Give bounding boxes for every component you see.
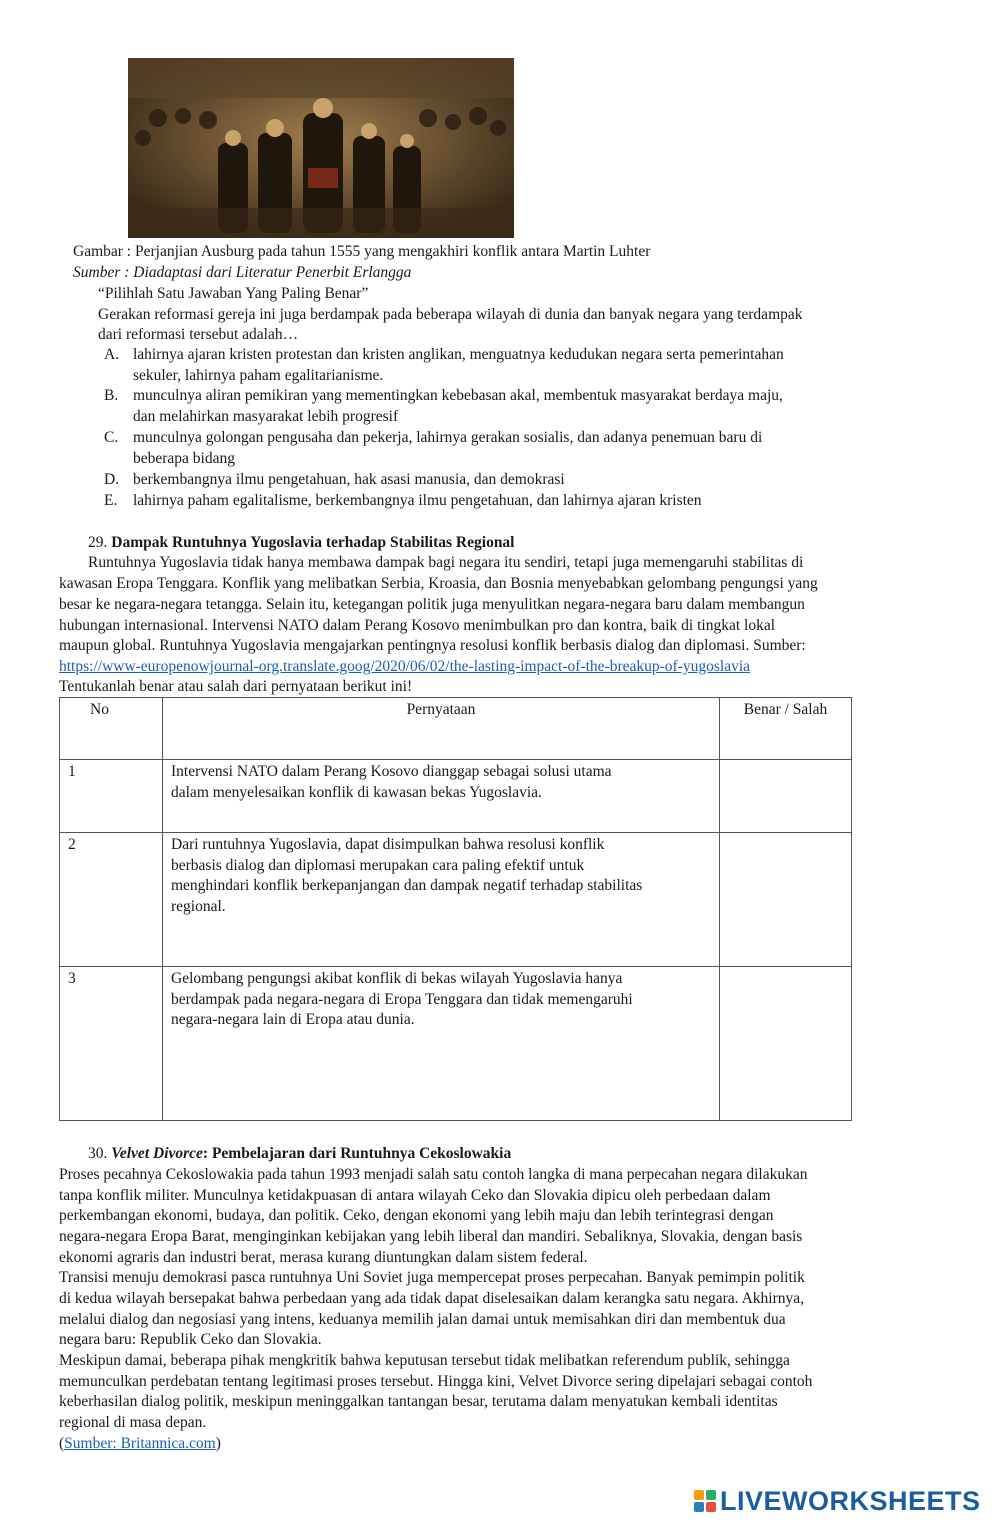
q30-line: memunculkan perdebatan tentang legitimasi proses tersebut. Hingga kini, Velvet Divorce sering dipelajari sebagai contoh <box>59 1373 813 1390</box>
statement-line: Intervensi NATO dalam Perang Kosovo dianggap sebagai solusi utama <box>171 763 612 780</box>
row-statement <box>163 967 720 1121</box>
q29-number: 29. <box>88 534 108 551</box>
option-letter: C. <box>104 429 119 446</box>
liveworksheets-logo <box>694 1485 981 1517</box>
q30-line: Meskipun damai, beberapa pihak mengkritik bahwa keputusan tersebut tidak melibatkan referendum publik, sehingga <box>59 1352 790 1369</box>
q30-line: di kedua wilayah bersepakat bahwa perbedaan yang ada tidak dapat diselesaikan dalam kerangka satu negara. Akhirnya, <box>59 1290 804 1307</box>
option-letter: B. <box>104 387 119 404</box>
row-statement <box>163 760 720 833</box>
option-text-line: munculnya golongan pengusaha dan pekerja, lahirnya gerakan sosialis, dan adanya penemuan baru di <box>133 429 763 446</box>
statement-line: Dari runtuhnya Yugoslavia, dapat disimpulkan bahwa resolusi konflik <box>171 836 605 853</box>
header-no: No <box>60 698 163 760</box>
q29-heading <box>88 533 515 554</box>
option-letter: A. <box>104 346 120 363</box>
row-number: 1 <box>60 760 163 833</box>
table-row <box>60 967 852 1121</box>
q30-source-link[interactable]: Sumber: Britannica.com <box>64 1435 216 1452</box>
q28-option-e[interactable] <box>0 491 1000 513</box>
source-paren-open: ( <box>59 1435 65 1452</box>
answer-cell[interactable] <box>720 967 852 1121</box>
table-header-row <box>60 698 852 760</box>
row-statement <box>163 833 720 967</box>
q30-line: negara-negara Eropa Barat, menginginkan kebijakan yang lebih liberal dan mandiri. Sebaliknya, Slovakia, dengan basis <box>59 1228 803 1245</box>
option-letter: E. <box>104 492 118 509</box>
q29-paragraph-line: maupun global. Runtuhnya Yugoslavia mengajarkan pentingnya resolusi konflik berbasis dialog dan diplomasi. Sumber: <box>59 637 806 654</box>
statement-line: dalam menyelesaikan konflik di kawasan bekas Yugoslavia. <box>171 783 542 801</box>
table-row <box>60 760 852 833</box>
q29-source-link[interactable]: https://www-europenowjournal-org.translate.goog/2020/06/02/the-lasting-impact-of-the-breakup-of-yugoslavia <box>59 658 751 675</box>
header-statement: Pernyataan <box>163 698 720 760</box>
logo-square <box>694 1490 704 1500</box>
q30-line: Transisi menuju demokrasi pasca runtuhnya Uni Soviet juga mempercepat proses perpecahan. Banyak pemimpin politik <box>59 1269 805 1286</box>
q28-option-d[interactable] <box>0 470 1000 492</box>
q29-paragraph-line: besar ke negara-negara tetangga. Selain itu, ketegangan politik juga menyulitkan negara-negara baru dalam membangun <box>59 596 805 613</box>
statement-line: regional. <box>171 897 226 915</box>
q30-line: negara baru: Republik Ceko dan Slovakia. <box>59 1331 322 1348</box>
row-number: 3 <box>60 967 163 1121</box>
answer-cell[interactable] <box>720 760 852 833</box>
q30-heading <box>88 1144 511 1165</box>
figure-source: Sumber : Diadaptasi dari Literatur Penerbit Erlangga <box>73 264 412 281</box>
statement-line: menghindari konflik berkepanjangan dan dampak negatif terhadap stabilitas <box>171 877 643 894</box>
q30-line: regional di masa depan. <box>59 1414 207 1431</box>
true-false-table <box>59 697 852 1121</box>
q30-line: tanpa konflik militer. Munculnya ketidakpuasan di antara wilayah Ceko dan Slovakia dipicu oleh perbedaan dalam <box>59 1187 771 1204</box>
statement-line: Gelombang pengungsi akibat konflik di bekas wilayah Yugoslavia hanya <box>171 970 623 987</box>
statement-line: negara-negara lain di Eropa atau dunia. <box>171 1011 415 1028</box>
q29-paragraph-line: hubungan internasional. Intervensi NATO dalam Perang Kosovo menimbulkan pro dan kontra, baik di tingkat lokal <box>59 617 776 634</box>
statement-line: berbasis dialog dan diplomasi merupakan cara paling efektif untuk <box>171 856 585 874</box>
q30-title-rest: : Pembelajaran dari Runtuhnya Cekoslowakia <box>202 1145 512 1162</box>
q29-instruction: Tentukanlah benar atau salah dari pernyataan berikut ini! <box>59 678 413 695</box>
q28-option-c[interactable] <box>0 428 1000 472</box>
q28-question-line-2: dari reformasi tersebut adalah… <box>98 326 299 343</box>
option-text-line: lahirnya ajaran kristen protestan dan kristen anglikan, menguatnya kedudukan negara serta pemerintahan <box>133 346 784 363</box>
option-text-line: sekuler, lahirnya paham egalitarianisme. <box>133 367 384 384</box>
q30-line: melalui dialog dan negosiasi yang intens, keduanya memilih jalan damai untuk memisahkan diri dan membentuk dua <box>59 1311 786 1328</box>
table-row <box>60 833 852 967</box>
q30-line: ekonomi agraris dan industri berat, merasa kurang diuntungkan dalam sistem federal. <box>59 1249 588 1266</box>
q29-paragraph-line: Runtuhnya Yugoslavia tidak hanya membawa dampak bagi negara itu sendiri, tetapi juga memengaruhi stabilitas di <box>88 554 804 571</box>
q28-option-a[interactable] <box>0 345 1000 389</box>
option-text-line: beberapa bidang <box>133 450 235 467</box>
q28-question-line-1: Gerakan reformasi gereja ini juga berdampak pada beberapa wilayah di dunia dan banyak negara yang terdampak <box>98 306 803 323</box>
header-answer: Benar / Salah <box>720 698 852 760</box>
q30-line: Proses pecahnya Cekoslowakia pada tahun 1993 menjadi salah satu contoh langka di mana perpecahan negara dilakukan <box>59 1166 808 1183</box>
logo-square <box>694 1502 704 1512</box>
liveworksheets-logo-icon <box>694 1490 716 1512</box>
q30-title-italic: Velvet Divorce <box>111 1145 203 1162</box>
q29-paragraph-line: kawasan Eropa Tenggara. Konflik yang melibatkan Serbia, Kroasia, dan Bosnia menyebabkan gelombang pengungsi yang <box>59 575 818 592</box>
q30-source <box>59 1434 221 1455</box>
q30-line: keberhasilan dialog politik, meskipun meninggalkan tantangan besar, terutama dalam menyatukan kembali identitas <box>59 1393 778 1410</box>
logo-square <box>706 1502 716 1512</box>
q28-instruction: “Pilihlah Satu Jawaban Yang Paling Benar” <box>98 285 369 302</box>
option-text-line: lahirnya paham egalitalisme, berkembangnya ilmu pengetahuan, dan lahirnya ajaran kristen <box>133 492 702 509</box>
q30-line: perkembangan ekonomi, budaya, dan politik. Ceko, dengan ekonomi yang lebih maju dan lebih terintegrasi dengan <box>59 1207 774 1224</box>
row-number: 2 <box>60 833 163 967</box>
option-text-line: dan melahirkan masyarakat lebih progresif <box>133 408 399 425</box>
q30-number: 30. <box>88 1145 108 1162</box>
option-text-line: munculnya aliran pemikiran yang mementingkan kebebasan akal, membentuk masyarakat berdaya maju, <box>133 387 783 404</box>
figure-caption: Gambar : Perjanjian Ausburg pada tahun 1555 yang mengakhiri konflik antara Martin Luhter <box>73 243 651 260</box>
option-text-line: berkembangnya ilmu pengetahuan, hak asasi manusia, dan demokrasi <box>133 471 565 488</box>
option-letter: D. <box>104 471 120 488</box>
logo-text: LIVEWORKSHEETS <box>720 1485 981 1516</box>
q28-option-b[interactable] <box>0 386 1000 430</box>
q29-title: Dampak Runtuhnya Yugoslavia terhadap Stabilitas Regional <box>111 534 515 551</box>
treaty-painting-image <box>128 58 514 238</box>
source-paren-close: ) <box>215 1435 221 1452</box>
statement-line: berdampak pada negara-negara di Eropa Tenggara dan tidak memengaruhi <box>171 990 633 1008</box>
logo-square <box>706 1490 716 1500</box>
answer-cell[interactable] <box>720 833 852 967</box>
